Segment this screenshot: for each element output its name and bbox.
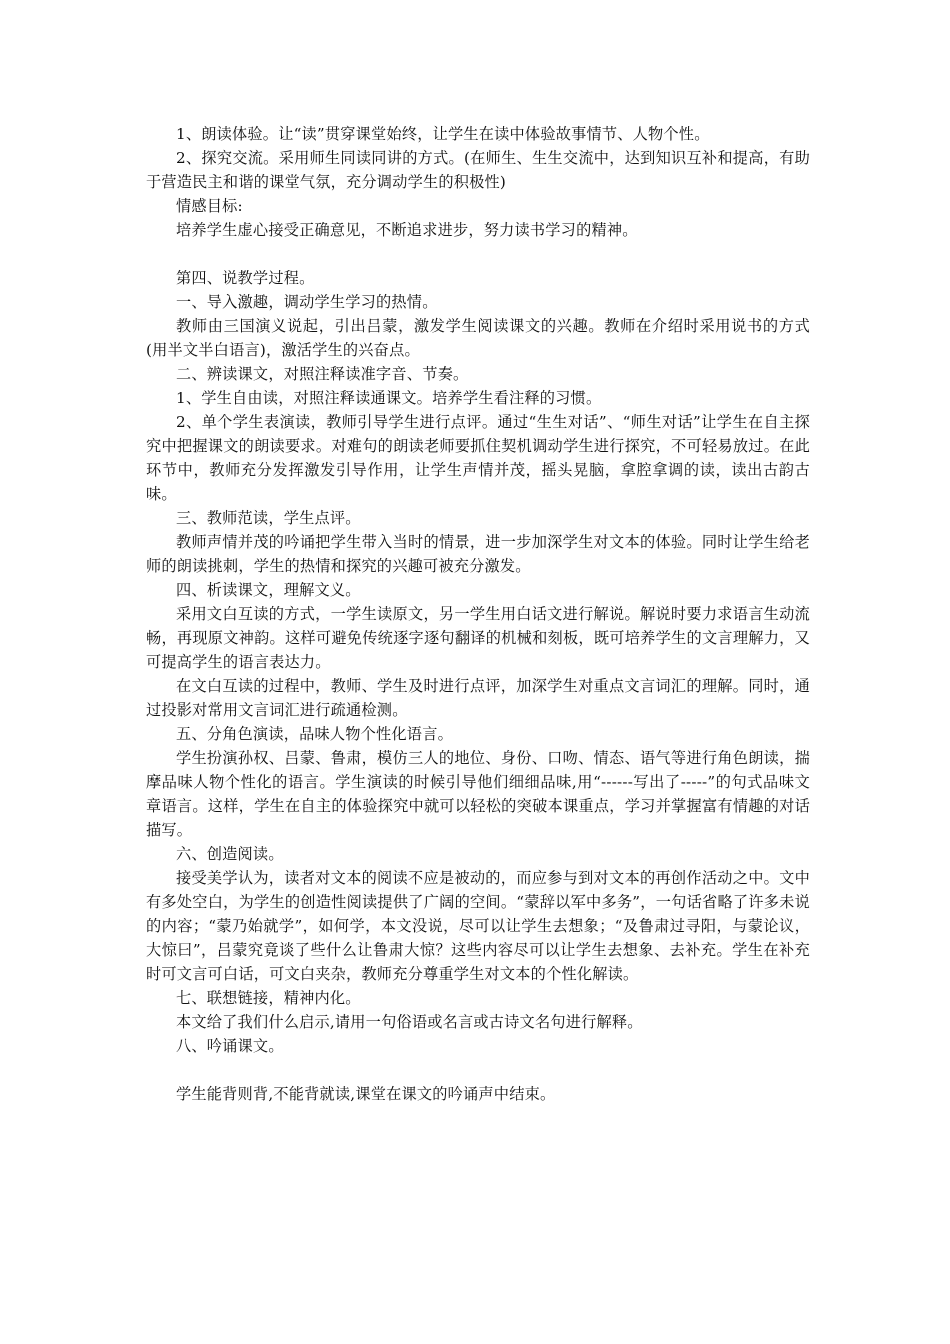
- paragraph-step-4b: 在文白互读的过程中，教师、学生及时进行点评，加深学生对重点文言词汇的理解。同时，通过投影对常用文言词汇进行疏通检测。: [146, 677, 810, 719]
- step-heading-8: 八、吟诵课文。: [176, 1037, 284, 1055]
- paragraph-inquiry-exchange: 2、探究交流。采用师生同读同讲的方式。(在师生、生生交流中，达到知识互补和提高，有助于营造民主和谐的课堂气氛，充分调动学生的积极性): [146, 149, 810, 191]
- step-heading-3: 三、教师范读，学生点评。: [176, 509, 361, 527]
- step-heading-7: 七、联想链接，精神内化。: [176, 989, 361, 1007]
- paragraph-step-2b: 2、单个学生表演读，教师引导学生进行点评。通过“生生对话”、“师生对话”让学生在自主探究中把握课文的朗读要求。对难句的朗读老师要抓住契机调动学生进行探究，不可轻易放过。在此环节中，教师充分发挥激发引导作用，让学生声情并茂，摇头晃脑，拿腔拿调的读，读出古韵古味。: [146, 413, 810, 503]
- section-heading-process: 第四、说教学过程。: [176, 269, 315, 287]
- step-heading-1: 一、导入激趣，调动学生学习的热情。: [176, 293, 438, 311]
- paragraph-emotion-goal: 培养学生虚心接受正确意见，不断追求进步，努力读书学习的精神。: [176, 221, 638, 239]
- paragraph-step-4a: 采用文白互读的方式，一学生读原文，另一学生用白话文进行解说。解说时要力求语言生动流畅，再现原文神韵。这样可避免传统逐字逐句翻译的机械和刻板，既可培养学生的文言理解力，又可提高学生的语言表达力。: [146, 605, 810, 671]
- step-heading-6: 六、创造阅读。: [176, 845, 284, 863]
- paragraph-step-3: 教师声情并茂的吟诵把学生带入当时的情景，进一步加深学生对文本的体验。同时让学生给老师的朗读挑刺，学生的热情和探究的兴趣可被充分激发。: [146, 533, 810, 575]
- step-heading-4: 四、析读课文，理解文义。: [176, 581, 361, 599]
- paragraph-step-7: 本文给了我们什么启示,请用一句俗语或名言或古诗文名句进行解释。: [176, 1013, 643, 1031]
- paragraph-step-2a: 1、学生自由读，对照注释读通课文。培养学生看注释的习惯。: [176, 389, 602, 407]
- step-heading-5: 五、分角色演读，品味人物个性化语言。: [176, 725, 453, 743]
- paragraph-step-8: 学生能背则背,不能背就读,课堂在课文的吟诵声中结束。: [176, 1085, 556, 1103]
- paragraph-step-5: 学生扮演孙权、吕蒙、鲁肃，模仿三人的地位、身份、口吻、情态、语气等进行角色朗读，揣摩品味人物个性化的语言。学生演读的时候引导他们细细品味,用“------写出了-----”的句式品味文章语言。这样，学生在自主的体验探究中就可以轻松的突破本课重点，学习并掌握富有情趣的对话描写。: [146, 749, 810, 839]
- paragraph-emotion-goal-heading: 情感目标:: [176, 197, 243, 215]
- paragraph-step-1: 教师由三国演义说起，引出吕蒙，激发学生阅读课文的兴趣。教师在介绍时采用说书的方式(用半文半白语言)，激活学生的兴奋点。: [146, 317, 810, 359]
- paragraph-step-6: 接受美学认为，读者对文本的阅读不应是被动的，而应参与到对文本的再创作活动之中。文中有多处空白，为学生的创造性阅读提供了广阔的空间。“蒙辞以军中多务”，一句话省略了许多未说的内容；“蒙乃始就学”，如何学，本文没说，尽可以让学生去想象；“及鲁肃过寻阳，与蒙论议，大惊曰”，吕蒙究竟谈了些什么让鲁肃大惊？这些内容尽可以让学生去想象、去补充。学生在补充时可文言可白话，可文白夹杂，教师充分尊重学生对文本的个性化解读。: [146, 869, 810, 983]
- step-heading-2: 二、辨读课文，对照注释读准字音、节奏。: [176, 365, 469, 383]
- paragraph-reading-experience: 1、朗读体验。让“读”贯穿课堂始终，让学生在读中体验故事情节、人物个性。: [176, 125, 710, 143]
